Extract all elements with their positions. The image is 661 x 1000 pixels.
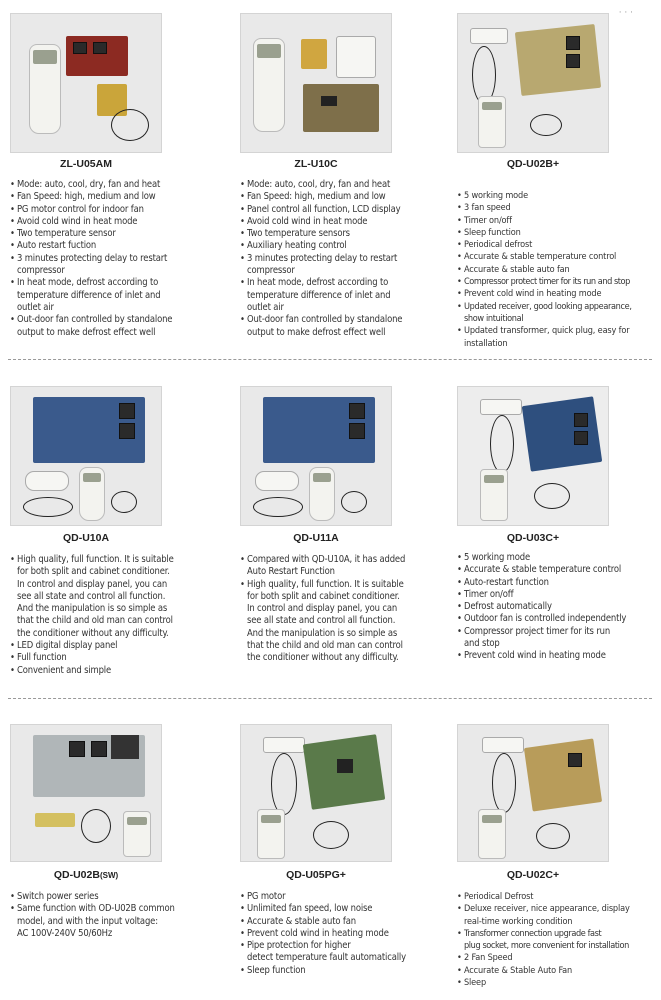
display-panel-image [255, 471, 299, 491]
feature-item: • Compressor protect timer for its run and stop [457, 276, 657, 288]
feature-item: • Defrost automatically [457, 601, 657, 613]
feature-item: • Auto-restart function [457, 577, 657, 589]
product-photo [10, 13, 162, 153]
receiver-image [480, 399, 522, 415]
feature-list [457, 891, 657, 989]
remote-control-image [480, 469, 508, 521]
product-photo [10, 724, 162, 862]
feature-item: • 3 fan speed [457, 202, 657, 214]
feature-item: • LED digital display panel [10, 640, 215, 652]
remote-control-image [123, 811, 151, 857]
feature-item: • Auto restart fuction [10, 240, 215, 252]
feature-item: • Accurate & stable auto fan [457, 264, 657, 276]
feature-item: • 5 working mode [457, 552, 657, 564]
feature-item: • Compressor project timer for its run and stop [457, 626, 657, 651]
product-photo [240, 13, 392, 153]
feature-item: • Timer on/off [457, 589, 657, 601]
remote-control-image [309, 467, 335, 521]
feature-item: • Convenient and simple [10, 665, 215, 677]
receiver-image [470, 28, 508, 44]
product-title: ZL-U05AM [60, 158, 112, 170]
feature-item: • Panel control all function, LCD display [240, 204, 445, 216]
product-photo [240, 724, 392, 862]
product-photo [240, 386, 392, 526]
feature-item: • Prevent cold wind in heating mode [457, 650, 657, 662]
remote-control-image [478, 96, 506, 148]
remote-control-image [478, 809, 506, 859]
remote-control-image [79, 467, 105, 521]
feature-item: • Two temperature sensors [240, 228, 445, 240]
feature-item: • Accurate & stable temperature control [457, 251, 657, 263]
feature-item: • Updated receiver, good looking appearance, show intuitional [457, 301, 657, 326]
feature-item: • Compared with QD-U10A, it has added Auto Restart Function [240, 554, 445, 579]
feature-item: • Sleep function [240, 965, 445, 977]
feature-item: • PG motor control for indoor fan [10, 204, 215, 216]
feature-item: • Unlimited fan speed, low noise [240, 903, 445, 915]
remote-control-image [29, 44, 61, 134]
feature-list [10, 891, 222, 940]
feature-item: • In heat mode, defrost according to temperature difference of inlet and outlet air [10, 277, 215, 314]
feature-list [240, 179, 445, 339]
feature-item: • Deluxe receiver, nice appearance, display real-time working condition [457, 903, 657, 928]
product-photo [457, 386, 609, 526]
receiver-image [263, 737, 305, 753]
receiver-image [482, 737, 524, 753]
feature-item: • Two temperature sensor [10, 228, 215, 240]
product-title: QD-U02B+ [506, 158, 560, 170]
feature-item: • Fan Speed: high, medium and low [10, 191, 215, 203]
corner-mark: · · · [618, 8, 633, 18]
feature-item: • Sleep function [457, 227, 657, 239]
feature-item: • Out-door fan controlled by standalone output to make defrost effect well [240, 314, 445, 339]
feature-item: • Avoid cold wind in heat mode [240, 216, 445, 228]
feature-item: • Out-door fan controlled by standalone output to make defrost effect well [10, 314, 215, 339]
feature-item: • Fan Speed: high, medium and low [240, 191, 445, 203]
product-photo [10, 386, 162, 526]
circuit-board-image [303, 84, 379, 132]
feature-item: • Prevent cold wind in heating mode [457, 288, 657, 300]
product-title: QD-U02B(SW) [53, 869, 119, 881]
product-title: QD-U02C+ [506, 869, 560, 881]
product-title: QD-U11A [293, 532, 339, 544]
product-title: ZL-U10C [294, 158, 338, 170]
feature-item: • 2 Fan Speed [457, 952, 657, 964]
section-divider [8, 698, 652, 699]
feature-item: • Full function [10, 652, 215, 664]
feature-item: • 3 minutes protecting delay to restart compressor [10, 253, 215, 278]
feature-item: • Sleep [457, 977, 657, 989]
feature-item: • High quality, full function. It is suitable for both split and cabinet conditioner. In control and display panel, you can see all state and control all function. And the manipulation is so simple as that the child and old man can control the conditioner without any difficulty. [10, 554, 215, 640]
feature-list [10, 554, 215, 677]
feature-item: • High quality, full function. It is suitable for both split and cabinet conditioner. In control and display panel, you can see all state and control all function. And the manipulation is so simple as that the child and old man can control the conditioner without any difficulty. [240, 579, 445, 665]
circuit-board-image [524, 738, 602, 811]
feature-item: • Mode: auto, cool, dry, fan and heat [240, 179, 445, 191]
feature-list [240, 891, 445, 977]
feature-item: • Accurate & stable auto fan [240, 916, 445, 928]
product-title: QD-U05PG+ [286, 869, 346, 881]
remote-control-image [253, 38, 285, 132]
circuit-board-image [522, 396, 602, 471]
feature-item: • Timer on/off [457, 215, 657, 227]
feature-item: • 5 working mode [457, 190, 657, 202]
feature-list [10, 179, 215, 339]
remote-control-image [257, 809, 285, 859]
product-title: QD-U10A [62, 532, 110, 544]
feature-item: • Prevent cold wind in heating mode [240, 928, 445, 940]
feature-item: • 3 minutes protecting delay to restart compressor [240, 253, 445, 278]
product-photo [457, 13, 609, 153]
feature-item: • In heat mode, defrost according to temperature difference of inlet and outlet air [240, 277, 445, 314]
feature-item: • Pipe protection for higher detect temperature fault automatically [240, 940, 445, 965]
feature-item: • PG motor [240, 891, 445, 903]
feature-item: • Auxiliary heating control [240, 240, 445, 252]
feature-item: • Switch power series [10, 891, 222, 903]
section-divider [8, 359, 652, 360]
feature-item: • Periodical Defrost [457, 891, 657, 903]
product-title: QD-U03C+ [506, 532, 560, 544]
feature-item: • Updated transformer, quick plug, easy for installation [457, 325, 657, 350]
circuit-board-image [515, 24, 601, 96]
feature-item: • Same function with OD-U02B common model, and with the input voltage: AC 100V-240V 50/60Hz [10, 903, 222, 940]
feature-item: • Accurate & stable temperature control [457, 564, 657, 576]
feature-item: • Avoid cold wind in heat mode [10, 216, 215, 228]
display-panel-image [336, 36, 376, 78]
feature-list [457, 552, 657, 663]
feature-item: • Mode: auto, cool, dry, fan and heat [10, 179, 215, 191]
feature-list [457, 190, 657, 350]
display-panel-image [25, 471, 69, 491]
feature-item: • Transformer connection upgrade fast plug socket, more convenient for installation [457, 928, 657, 953]
feature-item: • Accurate & Stable Auto Fan [457, 965, 657, 977]
product-photo [457, 724, 609, 862]
feature-list [240, 554, 445, 665]
feature-item: • Outdoor fan is controlled independently [457, 613, 657, 625]
feature-item: • Periodical defrost [457, 239, 657, 251]
